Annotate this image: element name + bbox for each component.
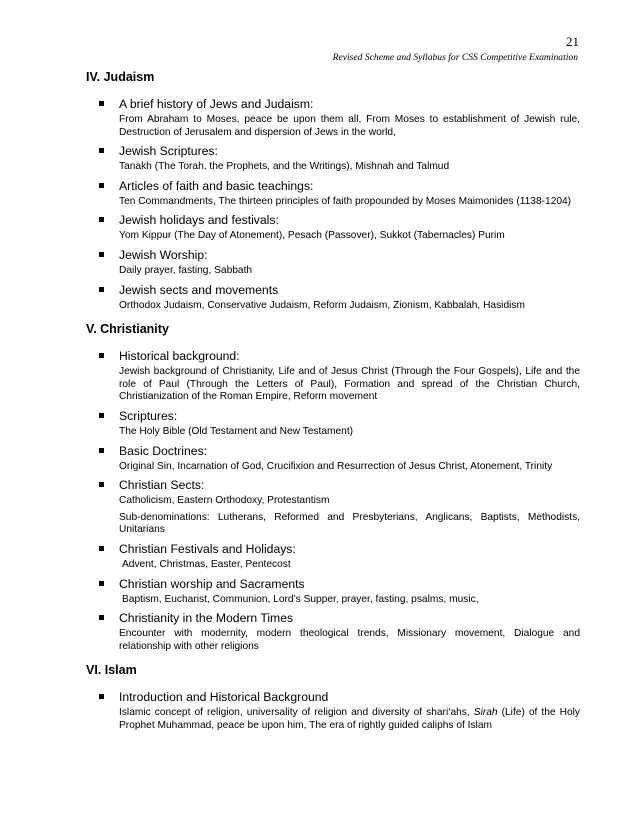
topic-description: Catholicism, Eastern Orthodoxy, Protestantism: [119, 495, 330, 507]
topic-item: [86, 690, 580, 732]
running-header: Revised Scheme and Syllabus for CSS Competitive Examination: [332, 52, 578, 63]
topic-title: Jewish sects and movements: [119, 282, 279, 297]
topic-title: Historical background:: [119, 349, 240, 364]
section-islam: [86, 663, 580, 732]
topic-item: [86, 283, 580, 313]
topic-item: [86, 97, 580, 139]
topic-item: [86, 213, 580, 243]
topic-title: Introduction and Historical Background: [119, 690, 329, 705]
topic-list: [86, 690, 580, 732]
topic-title: Christian worship and Sacraments: [119, 576, 305, 591]
topic-title: Scriptures:: [119, 408, 178, 423]
topic-title: A brief history of Jews and Judaism:: [119, 97, 314, 111]
section-title: IV. Judaism: [86, 70, 155, 84]
topic-description: Ten Commandments, The thirteen principles of faith propounded by Moses Maimonides (1138-1204): [119, 195, 572, 207]
topic-list: [86, 349, 580, 653]
topic-description: Orthodox Judaism, Conservative Judaism, Reform Judaism, Zionism, Kabbalah, Hasidism: [119, 299, 525, 311]
topic-subdescription: Sub-denominations: Lutherans, Reformed and Presbyterians, Anglicans, Baptists, Methodists, Unitarians: [119, 511, 580, 536]
topic-title: Christian Sects:: [119, 478, 205, 493]
square-bullet-icon: [99, 413, 104, 418]
topic-title: Jewish Scriptures:: [119, 144, 218, 159]
square-bullet-icon: [99, 482, 104, 487]
section-judaism: [86, 70, 580, 312]
syllabus-content: [86, 70, 580, 737]
square-bullet-icon: [99, 287, 104, 292]
topic-title: Basic Doctrines:: [119, 443, 208, 458]
topic-description: The Holy Bible (Old Testament and New Testament): [119, 425, 354, 437]
square-bullet-icon: [99, 448, 104, 453]
topic-description: Baptism, Eucharist, Communion, Lord’s Supper, prayer, fasting, psalms, music,: [122, 593, 479, 605]
topic-description: Advent, Christmas, Easter, Pentecost: [122, 558, 291, 570]
topic-title: Jewish Worship:: [119, 247, 208, 262]
square-bullet-icon: [99, 217, 104, 222]
topic-description: Original Sin, Incarnation of God, Crucifixion and Resurrection of Jesus Christ, Atonement, Trinity: [119, 460, 553, 472]
topic-description: [119, 707, 580, 732]
topic-description: From Abraham to Moses, peace be upon them all, From Moses to establishment of Jewish rule, Destruction of Jerusalem and dispersion of Jews in the world,: [119, 114, 580, 138]
topic-description: Encounter with modernity, modern theological trends, Missionary movement, Dialogue and relationship with other religions: [119, 628, 580, 652]
topic-title: Jewish holidays and festivals:: [119, 213, 279, 228]
topic-title: Christian Festivals and Holidays:: [119, 541, 296, 556]
square-bullet-icon: [99, 694, 104, 699]
topic-item: [86, 179, 580, 209]
topic-item: [86, 349, 580, 404]
square-bullet-icon: [99, 101, 104, 106]
square-bullet-icon: [99, 353, 104, 358]
square-bullet-icon: [99, 615, 104, 620]
section-christianity: [86, 322, 580, 653]
square-bullet-icon: [99, 581, 104, 586]
topic-description: Daily prayer, fasting, Sabbath: [119, 264, 253, 276]
topic-description: Tanakh (The Torah, the Prophets, and the Writings), Mishnah and Talmud: [119, 161, 450, 173]
topic-item: [86, 409, 580, 439]
topic-item: [86, 542, 580, 572]
topic-item: [86, 577, 580, 607]
topic-item: [86, 444, 580, 474]
square-bullet-icon: [99, 252, 104, 257]
square-bullet-icon: [99, 183, 104, 188]
topic-list: [86, 97, 580, 312]
description-italic-text: Sirah: [473, 707, 498, 719]
topic-title: Christianity in the Modern Times: [119, 611, 294, 626]
topic-item: [86, 248, 580, 278]
page-number: 21: [566, 34, 579, 49]
topic-item: [86, 144, 580, 174]
description-text: Islamic concept of religion, universality of religion and diversity of shari‘ahs,: [119, 707, 474, 719]
topic-description: Yom Kippur (The Day of Atonement), Pesach (Passover), Sukkot (Tabernacles) Purim: [119, 230, 505, 242]
section-title: V. Christianity: [86, 322, 169, 337]
description-text: (Life) of the Holy Prophet Muhammad, peace be upon him, The era of rightly guided caliphs of Islam: [119, 707, 580, 731]
topic-item: [86, 611, 580, 653]
square-bullet-icon: [99, 546, 104, 551]
topic-description: Jewish background of Christianity, Life and of Jesus Christ (Through the Four Gospels), Life and the role of Paul (Through the Letters of Paul), Formation and spread of the Christian Church, Christianization of the Roman Empire, Reform movement: [119, 366, 580, 403]
topic-title: Articles of faith and basic teachings:: [119, 178, 314, 193]
section-title: VI. Islam: [86, 663, 137, 678]
square-bullet-icon: [99, 148, 104, 153]
topic-item: [86, 478, 580, 537]
